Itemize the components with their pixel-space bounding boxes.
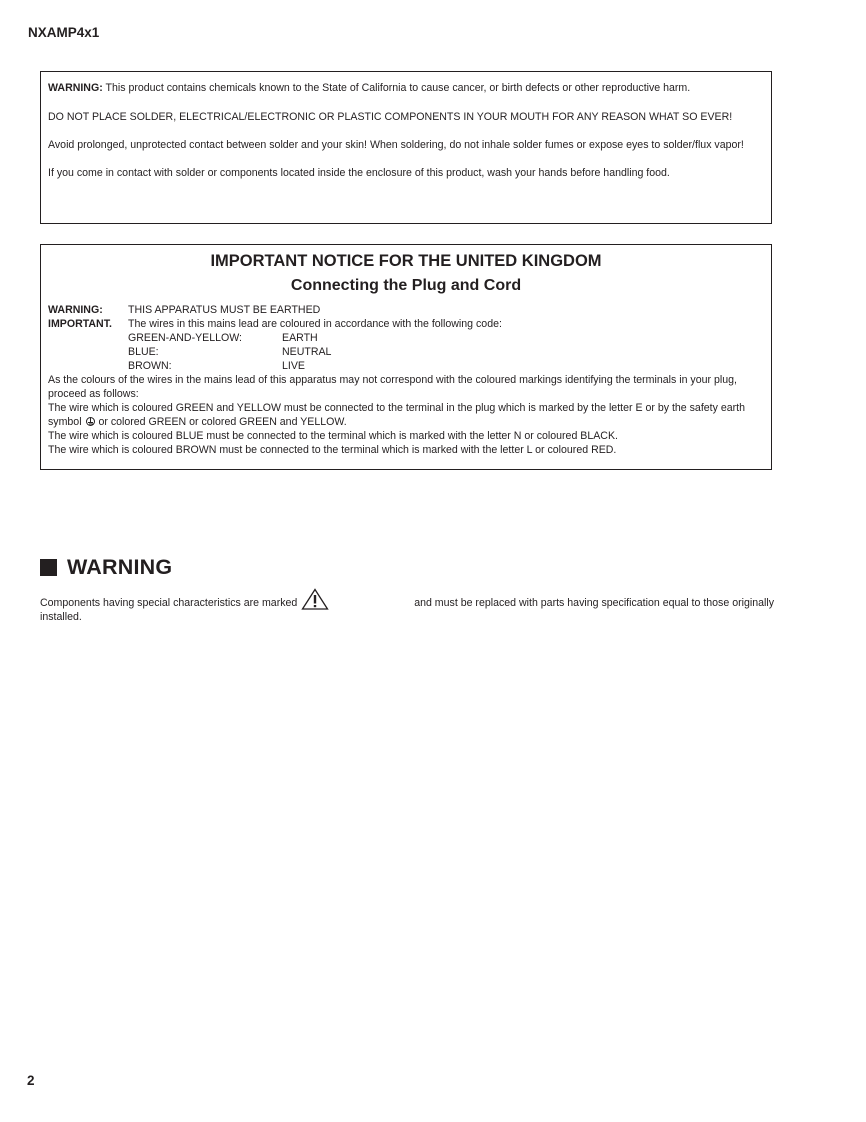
warning-section-text <box>40 588 774 624</box>
warning-text-line <box>40 588 774 610</box>
solder-mouth-warning: DO NOT PLACE SOLDER, ELECTRICAL/ELECTRONIC OR PLASTIC COMPONENTS IN YOUR MOUTH FOR ANY REASON WHAT SO EVER! <box>48 110 733 123</box>
earthed-warning-label: WARNING: <box>48 304 103 316</box>
warning-section-title: WARNING <box>67 555 173 579</box>
prop65-text: This product contains chemicals known to the State of California to cause cancer, or birth defects or other reproductive harm. <box>102 82 691 94</box>
solder-skin-warning: Avoid prolonged, unprotected contact between solder and your skin! When soldering, do not inhale solder fumes or expose eyes to solder/flux vapor! <box>48 139 744 151</box>
warning-text-after: and must be replaced with parts having specification equal to those originally <box>414 597 774 609</box>
warning-text-before: Components having special characteristics are marked <box>40 597 298 609</box>
warning-triangle-icon <box>301 588 329 610</box>
wash-hands-warning: If you come in contact with solder or components located inside the enclosure of this product, wash your hands before handling food. <box>48 166 670 179</box>
safety-earth-icon <box>86 417 95 426</box>
wire-color: BLUE: <box>128 346 159 358</box>
wire-code-row <box>48 331 764 345</box>
important-label: IMPORTANT. <box>48 318 112 330</box>
page-number: 2 <box>27 1073 35 1088</box>
colours-paragraph: As the colours of the wires in the mains lead of this apparatus may not correspond with the coloured markings identifying the terminals in your plug, proceed as follows: <box>48 374 737 400</box>
important-text: The wires in this mains lead are coloured in accordance with the following code: <box>128 318 502 330</box>
blue-paragraph: The wire which is coloured BLUE must be connected to the terminal which is marked with the letter N or coloured BLACK. <box>48 430 618 442</box>
warning-text-start <box>40 588 333 610</box>
wire-meaning: LIVE <box>282 360 305 372</box>
important-row <box>48 317 764 331</box>
earthed-warning-text: THIS APPARATUS MUST BE EARTHED <box>128 304 321 316</box>
uk-notice-box <box>40 244 772 470</box>
model-name: NXAMP4x1 <box>28 25 100 40</box>
green-yellow-text-a: The wire which is coloured GREEN and YELLOW must be connected to the terminal in the plug which is marked by the letter E or by the safety earth symbol <box>48 402 745 428</box>
warning-text-line2: installed. <box>40 611 82 623</box>
wire-meaning: EARTH <box>282 332 318 344</box>
green-yellow-paragraph <box>48 401 764 429</box>
wire-code-row <box>48 359 764 373</box>
uk-notice-subtitle: Connecting the Plug and Cord <box>290 277 522 294</box>
earthed-warning-row <box>48 303 764 317</box>
brown-paragraph: The wire which is coloured BROWN must be connected to the terminal which is marked with the letter L or coloured RED. <box>48 444 617 456</box>
green-yellow-text-b: or colored GREEN or colored GREEN and YELLOW. <box>95 416 347 428</box>
heading-square-icon <box>40 559 57 576</box>
prop65-label: WARNING: <box>48 82 103 94</box>
prop65-warning <box>48 82 764 96</box>
wire-color: BROWN: <box>128 360 172 372</box>
wire-meaning: NEUTRAL <box>282 346 332 358</box>
uk-notice-title: IMPORTANT NOTICE FOR THE UNITED KINGDOM <box>210 252 602 270</box>
wire-color: GREEN-AND-YELLOW: <box>128 332 243 344</box>
california-warning-box <box>40 71 772 224</box>
warning-section-heading <box>40 555 172 580</box>
wire-code-row <box>48 345 764 359</box>
